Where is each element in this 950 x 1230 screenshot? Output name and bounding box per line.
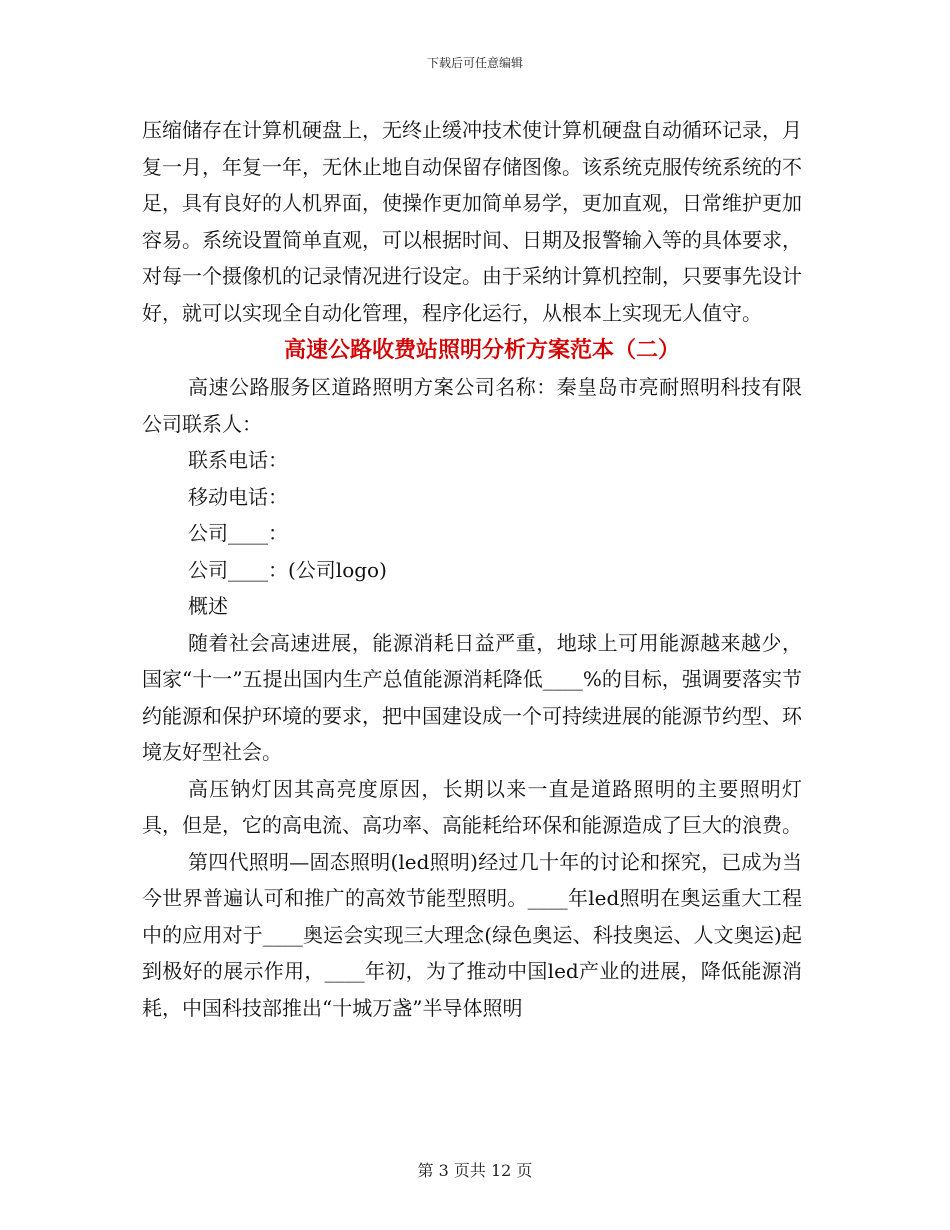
section-title: 高速公路收费站照明分析方案范本（二） (283, 337, 680, 363)
page-footer: 第 3 页共 12 页 (417, 1161, 533, 1180)
mobile-phone-line: 移动电话： (188, 484, 288, 509)
company-logo-line: 公司____：(公司logo) (188, 557, 387, 582)
company-line: 公司____： (188, 521, 288, 545)
paragraph-storage: 压缩储存在计算机硬盘上，无终止缓冲技术使计算机硬盘自动循环记录，月复一月，年复一年，无休止地自动保留存储图像。该系统克服传统系统的不足，具有良好的人机界面，使操作更加简单易学，更加直观，日常维护更加容易。系统设置简单直观，可以根据时间、日期及报警输入等的具体要求，对每一个摄像机的记录情况进行设定。由于采纳计算机控制，只要事先设计好，就可以实现全自动化管理，程序化运行，从根本上实现无人值守。 (142, 118, 802, 325)
overview-heading: 概述 (188, 594, 228, 618)
paragraph-company: 高速公路服务区道路照明方案公司名称：秦皇岛市亮耐照明科技有限公司联系人： (142, 375, 802, 436)
contact-phone-line: 联系电话： (188, 448, 288, 472)
paragraph-led: 第四代照明—固态照明(led照明)经过几十年的讨论和探究，已成为当今世界普遍认可和推广的高效节能型照明。____年led照明在奥运重大工程中的应用对于____奥运会实现三大理念(绿色奥运、科技奥运、人文奥运)起到极好的展示作用，____年初，为了推动中国led产业的进展，降低能源消耗，中国科技部推出“十城万盏”半导体照明 (142, 849, 802, 1020)
paragraph-energy: 随着社会高速进展，能源消耗日益严重，地球上可用能源越来越少，国家“十一”五提出国内生产总值能源消耗降低____%的目标，强调要落实节约能源和保护环境的要求，把中国建设成一个可持续进展的能源节约型、环境友好型社会。 (142, 630, 802, 764)
paragraph-sodium-lamp: 高压钠灯因其高亮度原因，长期以来一直是道路照明的主要照明灯具，但是，它的高电流、高功率、高能耗给环保和能源造成了巨大的浪费。 (142, 776, 802, 837)
document-body (142, 112, 802, 1026)
page-header: 下载后可任意编辑 (426, 56, 523, 70)
